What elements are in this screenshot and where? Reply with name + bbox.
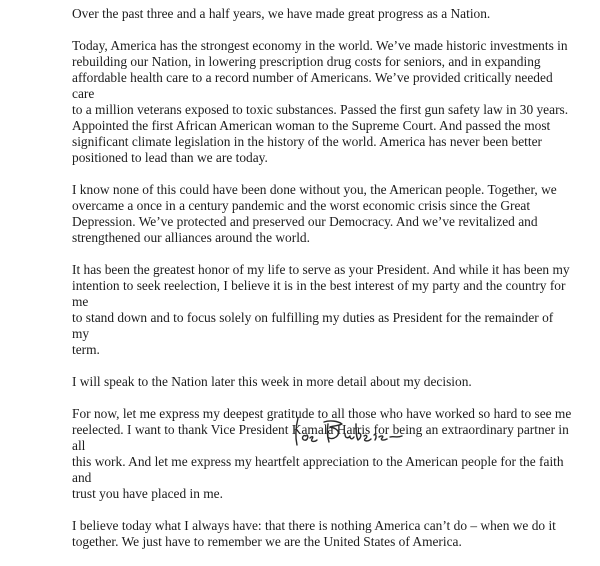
paragraph-decision: It has been the greatest honor of my life to serve as your President. And while it has been my intention to seek reelection, I believe it is in the best interest of my party and the country for me to stand down and to focus solely on fulfilling my duties as President for the remainder of my term. bbox=[72, 262, 570, 357]
paragraph-intro: Over the past three and a half years, we have made great progress as a Nation. bbox=[72, 6, 491, 21]
paragraph-accomplishments: Today, America has the strongest economy in the world. We’ve made historic investments in rebuilding our Nation, in lowering prescription drug costs for seniors, and in expanding affordable health care to a record number of Americans. We’ve provided critically needed care to a million veterans exposed to toxic substances. Passed the first gun safety law in 30 years. Appointed the first African American woman to the Supreme Court. And passed the most significant climate legislation in the history of the world. America has never been better positioned to lead than we are today. bbox=[72, 38, 569, 165]
paragraph-closing: I believe today what I always have: that there is nothing America can’t do – when we do it together. We just have to remember we are the United States of America. bbox=[72, 518, 556, 549]
signature-icon bbox=[290, 412, 440, 450]
paragraph-gratitude: For now, let me express my deepest gratitude to all those who have worked so hard to see me reelected. I want to thank Vice President Kamala Harris for being an extraordinary partner in all this work. And let me express my heartfelt appreciation to the American people for the faith and trust you have placed in me. bbox=[72, 406, 572, 501]
paragraph-speak-to-nation: I will speak to the Nation later this week in more detail about my decision. bbox=[72, 374, 472, 389]
letter-body bbox=[72, 6, 572, 566]
paragraph-thanks-people: I know none of this could have been done without you, the American people. Together, we overcame a once in a century pandemic and the worst economic crisis since the Great Depression. We’ve protected and preserved our Democracy. And we’ve revitalized and strengthened our alliances around the world. bbox=[72, 182, 557, 245]
